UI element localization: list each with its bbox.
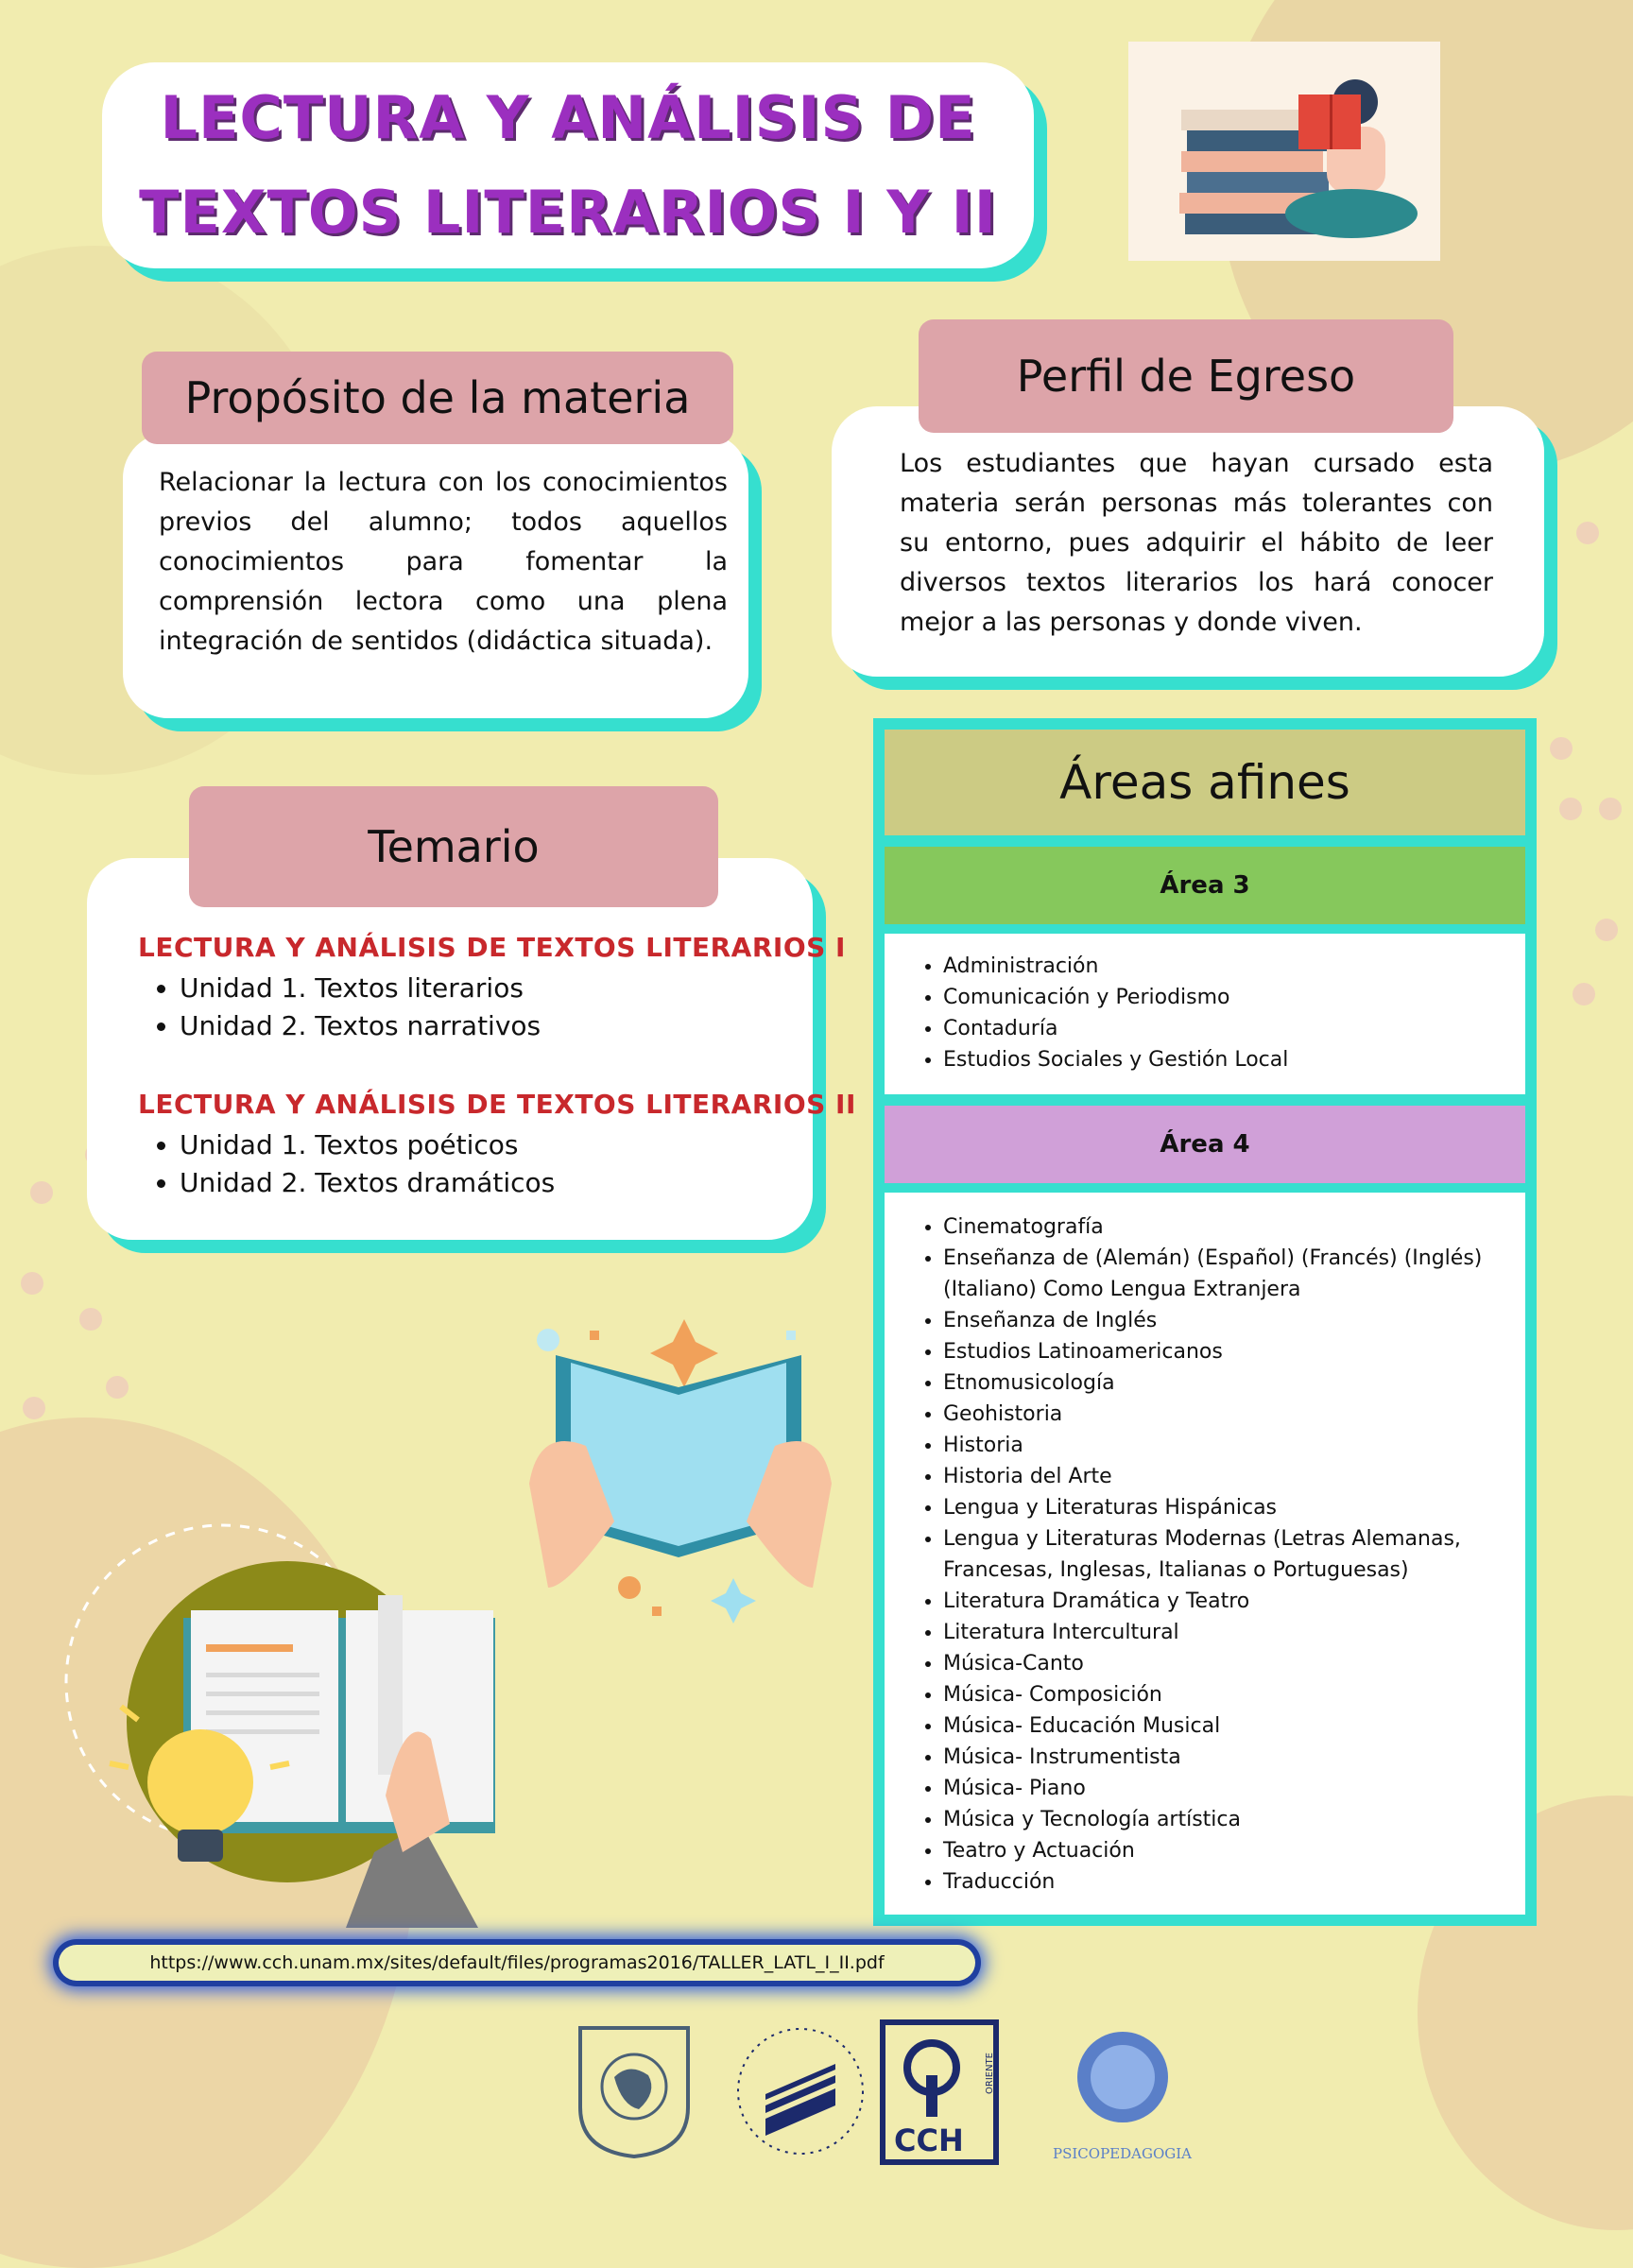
bg-dot: [1595, 919, 1618, 941]
perfil-heading: [919, 319, 1453, 433]
book-lightbulb-illustration: [34, 1512, 563, 1928]
page-title-line2: TEXTOS LITERARIOS I Y II: [139, 178, 997, 247]
temario-heading-text: Temario: [368, 821, 540, 872]
cch-text: CCH: [894, 2122, 964, 2158]
list-item: • Traducción: [943, 1866, 1510, 1898]
area-3-label: Área 3: [885, 847, 1525, 924]
temario-section-title-2: LECTURA Y ANÁLISIS DE TEXTOS LITERARIOS II: [138, 1089, 856, 1120]
bg-dot: [1573, 983, 1595, 1005]
bg-dot: [30, 1181, 53, 1204]
list-item: • Música- Educación Musical: [943, 1710, 1510, 1742]
temario-unit-list-1: [138, 970, 541, 1045]
source-url-link[interactable]: [59, 1945, 975, 1981]
list-item: • Geohistoria: [943, 1399, 1510, 1430]
temario-heading: [189, 786, 718, 907]
area-4-label: Área 4: [885, 1106, 1525, 1183]
list-item: • Enseñanza de (Alemán) (Español) (Francés) (Inglés) (Italiano) Como Lengua Extranjera: [943, 1243, 1510, 1305]
list-item: • Etnomusicología: [943, 1367, 1510, 1399]
list-item: • Unidad 1. Textos poéticos: [180, 1126, 555, 1164]
areas-heading: Áreas afines: [885, 730, 1525, 835]
bg-dot: [1576, 522, 1599, 544]
psicopedagogia-text: PSICOPEDAGOGIA: [1053, 2145, 1192, 2162]
bg-dot: [106, 1376, 129, 1399]
list-item: • Administración: [943, 951, 1525, 982]
list-item: • Cinematografía: [943, 1211, 1510, 1243]
title-card: [102, 62, 1034, 268]
list-item: • Contaduría: [943, 1013, 1525, 1044]
proposito-heading: [142, 352, 733, 444]
reading-person-illustration: [1128, 42, 1440, 261]
temario-unit-list-2: [138, 1126, 555, 1202]
list-item: • Música-Canto: [943, 1648, 1510, 1679]
bg-dot: [1559, 798, 1582, 820]
bg-dot: [1550, 737, 1573, 760]
list-item: • Estudios Latinoamericanos: [943, 1336, 1510, 1367]
list-item: • Lengua y Literaturas Modernas (Letras Alemanas, Francesas, Inglesas, Italianas o Portuguesas): [943, 1523, 1510, 1586]
list-item: • Literatura Dramática y Teatro: [943, 1586, 1510, 1617]
list-item: • Música y Tecnología artística: [943, 1804, 1510, 1835]
source-url-text[interactable]: https://www.cch.unam.mx/sites/default/files/programas2016/TALLER_LATL_I_II.pdf: [149, 1952, 885, 1973]
list-item: • Música- Instrumentista: [943, 1742, 1510, 1773]
list-item: • Música- Composición: [943, 1679, 1510, 1710]
list-item: • Unidad 2. Textos dramáticos: [180, 1164, 555, 1202]
bg-dot: [1599, 798, 1622, 820]
perfil-text: Los estudiantes que hayan cursado esta materia serán personas más tolerantes con su entorno, pues adquirir el hábito de leer diversos textos literarios los hará conocer mejor a las personas y donde viven.: [900, 449, 1493, 637]
area-4-list: [885, 1193, 1525, 1898]
area-3-list-box: [885, 934, 1525, 1094]
colegio-ciencias-humanidades-logo: [730, 2020, 871, 2162]
oriente-text: ORIENTE: [985, 2053, 995, 2094]
psicopedagogia-logo: [1051, 2028, 1202, 2170]
list-item: • Literatura Intercultural: [943, 1617, 1510, 1648]
page-title-line1: LECTURA Y ANÁLISIS DE: [160, 83, 976, 152]
list-item: • Unidad 1. Textos literarios: [180, 970, 541, 1007]
list-item: • Estudios Sociales y Gestión Local: [943, 1044, 1525, 1075]
list-item: • Teatro y Actuación: [943, 1835, 1510, 1866]
list-item: • Lengua y Literaturas Hispánicas: [943, 1492, 1510, 1523]
bg-dot: [21, 1272, 43, 1295]
proposito-heading-text: Propósito de la materia: [184, 372, 691, 423]
perfil-heading-text: Perfil de Egreso: [1016, 351, 1356, 402]
list-item: • Unidad 2. Textos narrativos: [180, 1007, 541, 1045]
proposito-text: Relacionar la lectura con los conocimientos previos del alumno; todos aquellos conocimientos para fomentar la comprensión lectora como una plena integración de sentidos (didáctica situada).: [159, 468, 728, 656]
cch-oriente-logo: [879, 2019, 1000, 2166]
list-item: • Historia del Arte: [943, 1461, 1510, 1492]
list-item: • Historia: [943, 1430, 1510, 1461]
temario-section-title-1: LECTURA Y ANÁLISIS DE TEXTOS LITERARIOS I: [138, 932, 846, 963]
list-item: • Música- Piano: [943, 1773, 1510, 1804]
area-4-list-box: [885, 1193, 1525, 1915]
unam-seal-logo: [573, 2020, 696, 2158]
bg-dot: [23, 1397, 45, 1419]
area-3-list: [885, 934, 1525, 1075]
list-item: • Comunicación y Periodismo: [943, 982, 1525, 1013]
bg-dot: [79, 1308, 102, 1331]
list-item: • Enseñanza de Inglés: [943, 1305, 1510, 1336]
areas-afines-panel: [873, 718, 1537, 1926]
